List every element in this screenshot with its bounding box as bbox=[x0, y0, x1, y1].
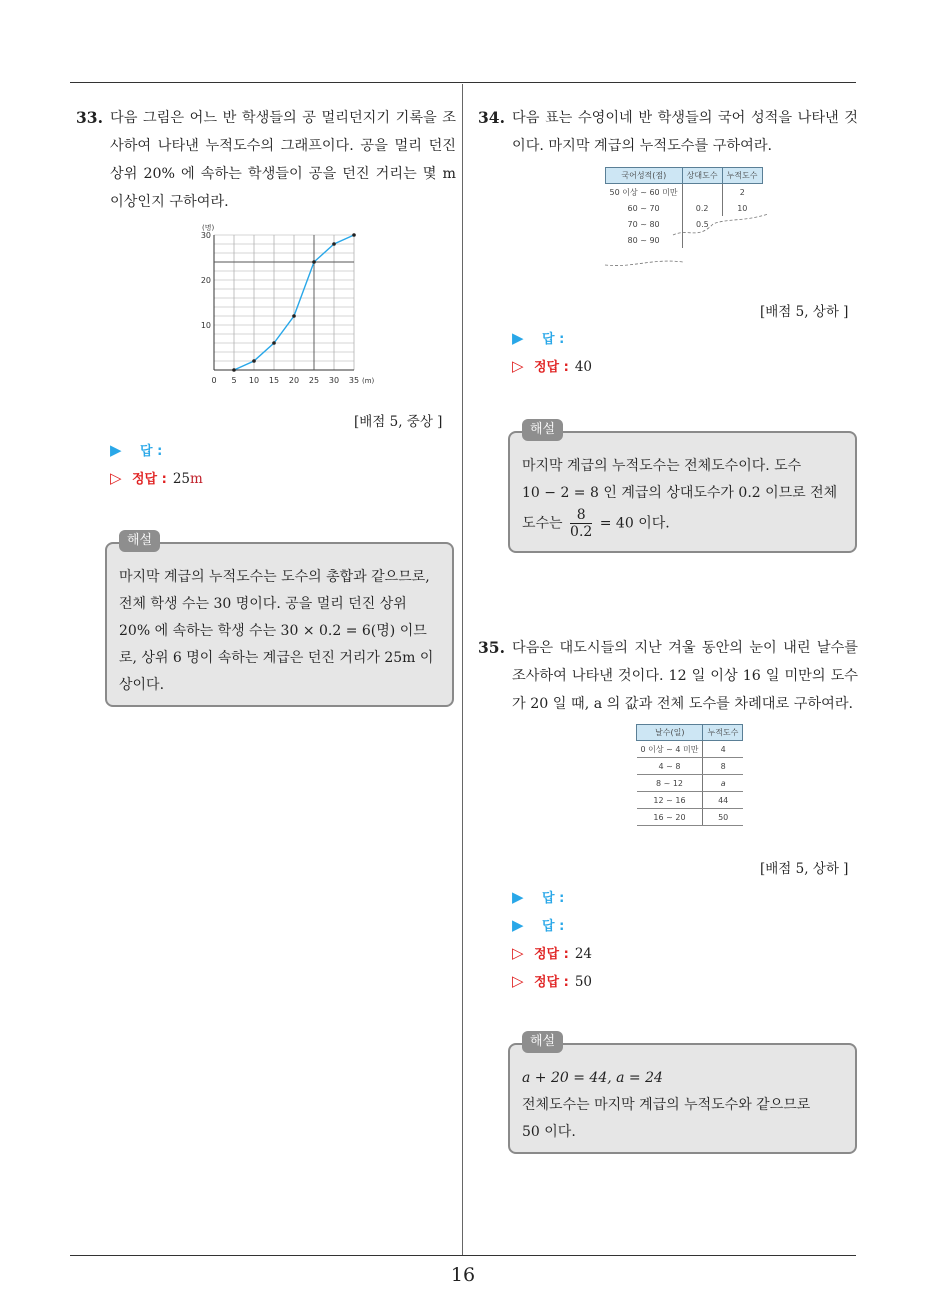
column-divider bbox=[462, 84, 463, 1255]
question-text: 다음 그림은 어느 반 학생들의 공 멀리던지기 기록을 조사하여 나타낸 누적도수의 그래프이다. 공을 멀리 던진 상위 20% 에 속하는 학생들이 공을 던진 거리는 몇 m 이상인지 구하여라. bbox=[110, 110, 456, 210]
solution-line: a + 20 = 44, a = 24 bbox=[522, 1070, 663, 1086]
question-number: 33. bbox=[76, 108, 103, 127]
play-triangle-icon: ▶ bbox=[110, 441, 122, 459]
answer-block bbox=[512, 884, 592, 996]
solution-text: 마지막 계급의 누적도수는 도수의 총합과 같으므로, 전체 학생 수는 30 명이다. 공을 멀리 던진 상위 20% 에 속하는 학생 수는 30 × 0.2 = 6(명) 이므로, 상위 6 명이 속하는 계급은 던진 거리가 25m 이상이다. bbox=[119, 569, 434, 693]
solution-line: 50 이다. bbox=[522, 1124, 576, 1140]
solution-tag: 해설 bbox=[522, 419, 563, 441]
table-cell: 8 bbox=[703, 758, 743, 775]
correct-value: 40 bbox=[574, 359, 593, 375]
table-cell: 50 이상 ~ 60 미만 bbox=[606, 184, 683, 201]
play-triangle-icon: ▶ bbox=[512, 916, 524, 934]
play-triangle-icon: ▶ bbox=[512, 329, 524, 347]
table-cell bbox=[682, 184, 722, 201]
fraction-numerator: 8 bbox=[570, 507, 592, 524]
table-cell: 0 이상 ~ 4 미만 bbox=[637, 741, 703, 758]
table-cell: 60 ~ 70 bbox=[606, 200, 683, 216]
table-cell: 70 ~ 80 bbox=[606, 216, 683, 232]
solution-line bbox=[522, 507, 843, 540]
table-header: 날수(일) bbox=[637, 725, 703, 741]
correct-value: 50 bbox=[574, 974, 593, 990]
table-cell bbox=[703, 775, 743, 792]
table-header: 국어성적(점) bbox=[606, 168, 683, 184]
table-cell: 4 bbox=[703, 741, 743, 758]
data-point bbox=[272, 341, 276, 345]
correct-label: 정답 : bbox=[534, 360, 569, 375]
table-cell: 4 ~ 8 bbox=[637, 758, 703, 775]
solution-tag: 해설 bbox=[522, 1031, 563, 1053]
data-point bbox=[332, 242, 336, 246]
y-axis-label: (명) bbox=[202, 224, 215, 232]
correct-label: 정답 : bbox=[534, 975, 569, 990]
table-row bbox=[606, 184, 763, 201]
correct-answer-line bbox=[110, 465, 203, 493]
data-point bbox=[292, 314, 296, 318]
table-header: 누적도수 bbox=[703, 725, 743, 741]
table-header: 상대도수 bbox=[682, 168, 722, 184]
correct-answer-line bbox=[512, 940, 592, 968]
data-point bbox=[352, 233, 356, 237]
table-cell: 44 bbox=[703, 792, 743, 809]
answer-block bbox=[110, 437, 203, 493]
solution-box bbox=[508, 422, 857, 553]
table-row bbox=[637, 741, 743, 758]
points-label: [배점 5, 중상 ] bbox=[354, 414, 443, 430]
correct-label: 정답 : bbox=[132, 472, 167, 487]
solution-box bbox=[105, 533, 454, 707]
solution-box bbox=[508, 1034, 857, 1154]
table-cell: 2 bbox=[739, 187, 745, 197]
x-tick-label: 35 bbox=[348, 376, 360, 385]
fraction-denominator: 0.2 bbox=[570, 524, 593, 540]
correct-label: 정답 : bbox=[534, 947, 569, 962]
x-tick-label: 15 bbox=[268, 376, 280, 385]
table-cell: 0.2 bbox=[682, 200, 722, 216]
data-point bbox=[252, 359, 256, 363]
points-label: [배점 5, 상하 ] bbox=[760, 304, 849, 320]
x-tick-label: 0 bbox=[211, 376, 217, 385]
correct-unit: m bbox=[190, 471, 203, 487]
solution-tag: 해설 bbox=[119, 530, 160, 552]
question-35 bbox=[478, 634, 858, 718]
x-tick-label: 30 bbox=[328, 376, 340, 385]
y-tick-label: 30 bbox=[200, 231, 211, 240]
correct-answer-line bbox=[512, 353, 592, 381]
solution-line: 마지막 계급의 누적도수는 전체도수이다. 도수 bbox=[522, 458, 802, 474]
table-row bbox=[637, 758, 743, 775]
correct-answer-line bbox=[512, 968, 592, 996]
points-label: [배점 5, 상하 ] bbox=[760, 861, 849, 877]
y-tick-label: 20 bbox=[200, 276, 211, 285]
table-row bbox=[637, 809, 743, 826]
y-tick-label: 10 bbox=[200, 321, 211, 330]
x-tick-label: 5 bbox=[231, 376, 237, 385]
table-cell: 0.5 bbox=[696, 219, 709, 229]
outline-triangle-icon: ▷ bbox=[512, 972, 524, 990]
play-triangle-icon: ▶ bbox=[512, 888, 524, 906]
table-header-row bbox=[637, 725, 743, 741]
question-text: 다음 표는 수영이네 반 학생들의 국어 성적을 나타낸 것이다. 마지막 계급의 누적도수를 구하여라. bbox=[512, 110, 858, 154]
solution-text: = 40 이다. bbox=[599, 515, 670, 532]
page-number: 16 bbox=[450, 1264, 476, 1286]
question-33 bbox=[76, 104, 456, 216]
x-tick-label: 10 bbox=[248, 376, 260, 385]
x-tick-label: 25 bbox=[308, 376, 320, 385]
correct-value: 24 bbox=[574, 946, 593, 962]
solution-text: 도수는 bbox=[522, 515, 563, 532]
answer-line bbox=[512, 884, 592, 912]
answer-line bbox=[110, 437, 203, 465]
table-cell: 8 ~ 12 bbox=[637, 775, 703, 792]
question-text: 다음은 대도시들의 지난 겨울 동안의 눈이 내린 날수를 조사하여 나타낸 것이다. 12 일 이상 16 일 미만의 도수가 20 일 때, a 의 값과 전체 도수를 차례대로 구하여라. bbox=[512, 640, 858, 712]
answer-label: 답 : bbox=[140, 444, 163, 459]
outline-triangle-icon: ▷ bbox=[512, 357, 524, 375]
data-point bbox=[312, 260, 316, 264]
x-axis-label: (m) bbox=[362, 377, 375, 385]
solution-line: 전체도수는 마지막 계급의 누적도수와 같으므로 bbox=[522, 1097, 811, 1113]
answer-label: 답 : bbox=[542, 332, 565, 347]
outline-triangle-icon: ▷ bbox=[110, 469, 122, 487]
question-number: 35. bbox=[478, 638, 505, 657]
solution-line: 10 − 2 = 8 인 계급의 상대도수가 0.2 이므로 전체 bbox=[522, 485, 838, 501]
variable-a: a bbox=[720, 778, 726, 788]
table-header: 누적도수 bbox=[722, 168, 762, 184]
snow-days-table bbox=[636, 724, 743, 826]
bottom-rule bbox=[70, 1255, 856, 1256]
answer-label: 답 : bbox=[542, 919, 565, 934]
table-row bbox=[637, 775, 743, 792]
table-cell: 80 ~ 90 bbox=[606, 232, 683, 248]
question-number: 34. bbox=[478, 108, 505, 127]
table-cell: 16 ~ 20 bbox=[637, 809, 703, 826]
table-cell: 10 bbox=[737, 203, 748, 213]
correct-value: 25 bbox=[172, 471, 191, 487]
data-point bbox=[232, 368, 236, 372]
table-row bbox=[637, 792, 743, 809]
fraction bbox=[570, 507, 592, 540]
answer-line bbox=[512, 325, 592, 353]
top-rule bbox=[70, 82, 856, 83]
table-header-row bbox=[606, 168, 763, 184]
answer-line bbox=[512, 912, 592, 940]
answer-block bbox=[512, 325, 592, 381]
cumulative-frequency-graph bbox=[190, 218, 380, 388]
table-cell: 50 bbox=[703, 809, 743, 826]
question-34 bbox=[478, 104, 858, 160]
table-cell: 12 ~ 16 bbox=[637, 792, 703, 809]
outline-triangle-icon: ▷ bbox=[512, 944, 524, 962]
x-tick-label: 20 bbox=[288, 376, 300, 385]
torn-edge-decoration bbox=[603, 210, 773, 272]
answer-label: 답 : bbox=[542, 891, 565, 906]
